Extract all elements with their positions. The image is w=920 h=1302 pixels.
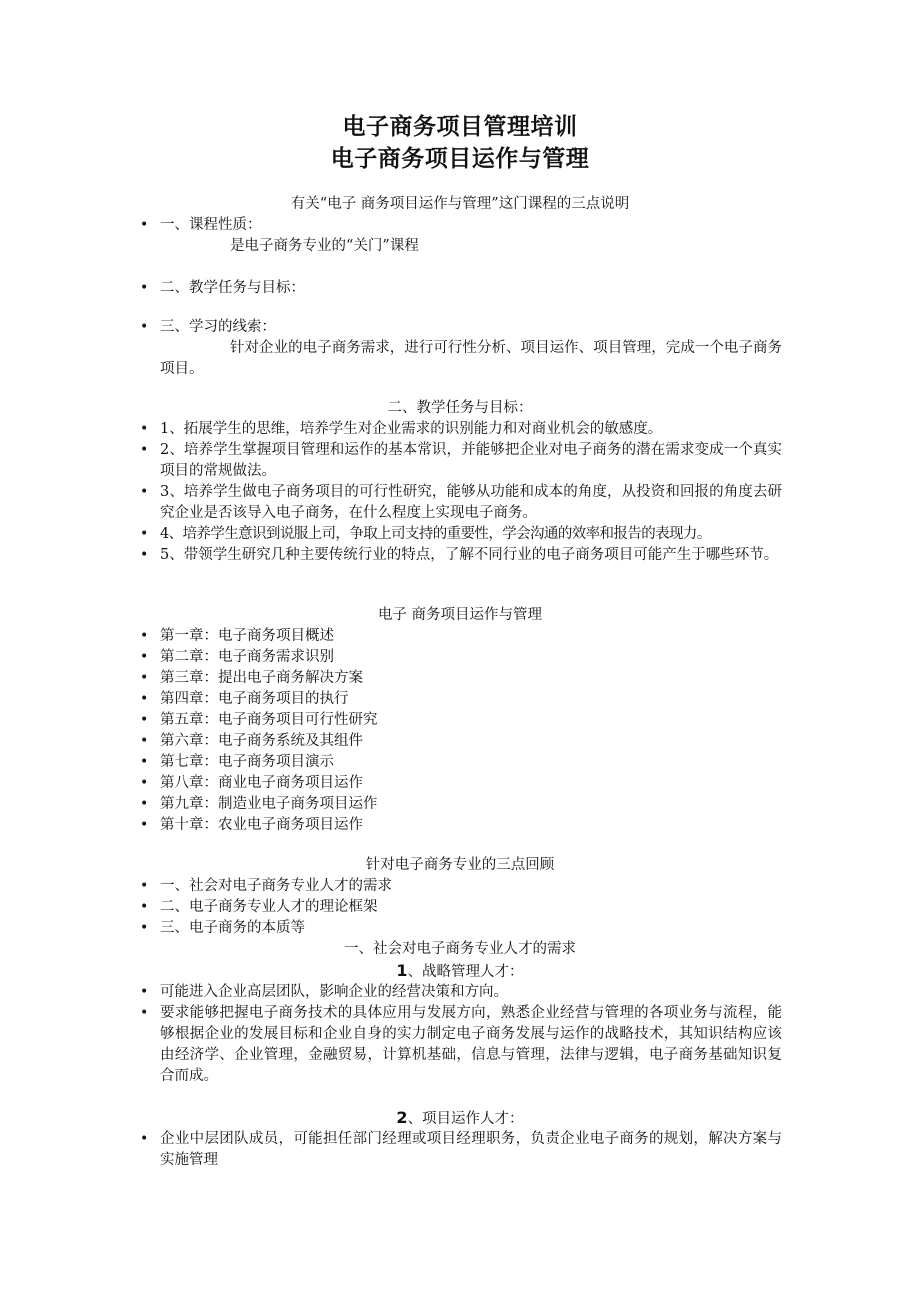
goal-item-4	[140, 524, 782, 545]
bullet-icon: •	[140, 628, 149, 644]
demand-item-text: 企业中层团队成员，可能担任部门经理或项目经理职务，负责企业电子商务的规划，解决方案与实施管理	[160, 1131, 782, 1168]
goal-item-2	[140, 440, 782, 482]
intro-item-label: 三、学习的线索：	[160, 319, 276, 335]
bullet-icon: •	[140, 1131, 149, 1147]
goal-item-text: 3、培养学生做电子商务项目的可行性研究，能够从功能和成本的角度，从投资和回报的角度去研究企业是否该导入电子商务，在什么程度上实现电子商务。	[160, 484, 782, 521]
bullet-icon: •	[140, 526, 149, 542]
bullet-icon: •	[140, 484, 149, 500]
chapter-item-1	[140, 626, 782, 647]
chapter-item-7	[140, 752, 782, 773]
chapter-item-3	[140, 668, 782, 689]
review-item-text: 三、电子商务的本质等	[160, 920, 305, 936]
document-title-line-2: 电子商务项目运作与管理	[330, 146, 590, 172]
goal-item-text: 2、培养学生掌握项目管理和运作的基本常识，并能够把企业对电子商务的潜在需求变成一个真实项目的常规做法。	[160, 442, 782, 479]
section-number: 2	[396, 1108, 408, 1127]
bullet-icon: •	[140, 421, 149, 437]
review-item-2	[140, 897, 782, 918]
chapter-item-text: 第五章：电子商务项目可行性研究	[160, 712, 378, 728]
chapters-heading: 电子 商务项目运作与管理	[377, 607, 543, 623]
bullet-icon: •	[140, 217, 149, 233]
demand-section-1-heading	[140, 960, 780, 983]
chapter-item-9	[140, 794, 782, 815]
chapter-item-text: 第九章：制造业电子商务项目运作	[160, 796, 378, 812]
intro-item-1	[140, 215, 782, 236]
bullet-icon: •	[140, 817, 149, 833]
goal-item-text: 5、带领学生研究几种主要传统行业的特点，了解不同行业的电子商务项目可能产生于哪些环节。	[160, 547, 779, 563]
chapter-item-text: 第十章：农业电子商务项目运作	[160, 817, 363, 833]
section-title: 、项目运作人才：	[407, 1111, 524, 1127]
intro-item-label: 二、教学任务与目标：	[160, 280, 305, 296]
bullet-icon: •	[140, 984, 149, 1000]
bullet-icon: •	[140, 733, 149, 749]
goal-item-text: 1、拓展学生的思维，培养学生对企业需求的识别能力和对商业机会的敏感度。	[160, 421, 663, 437]
intro-item-1-detail: 是电子商务专业的“关门”课程	[230, 238, 419, 254]
chapter-item-4	[140, 689, 782, 710]
chapter-item-text: 第二章：电子商务需求识别	[160, 649, 334, 665]
bullet-icon: •	[140, 691, 149, 707]
section-title: 、战略管理人才：	[407, 964, 524, 980]
bullet-icon: •	[140, 878, 149, 894]
chapter-item-6	[140, 731, 782, 752]
bullet-icon: •	[140, 547, 149, 563]
goals-heading: 二、教学任务与目标：	[387, 400, 533, 416]
chapter-item-text: 第六章：电子商务系统及其组件	[160, 733, 363, 749]
bullet-icon: •	[140, 920, 149, 936]
chapter-item-5	[140, 710, 782, 731]
intro-item-3-detail: 针对企业的电子商务需求，进行可行性分析、项目运作、项目管理，完成一个电子商务项目。	[160, 340, 782, 377]
intro-item-2	[140, 278, 782, 299]
review-item-text: 二、电子商务专业人才的理论框架	[160, 899, 378, 915]
chapter-item-text: 第七章：电子商务项目演示	[160, 754, 334, 770]
chapter-item-text: 第四章：电子商务项目的执行	[160, 691, 349, 707]
document-title-line-1: 电子商务项目管理培训	[342, 114, 578, 140]
demand-2-item-1	[140, 1129, 782, 1171]
intro-item-label: 一、课程性质：	[160, 217, 262, 233]
bullet-icon: •	[140, 280, 149, 296]
bullet-icon: •	[140, 670, 149, 686]
bullet-icon: •	[140, 1005, 149, 1021]
demand-item-text: 要求能够把握电子商务技术的具体应用与发展方向，熟悉企业经营与管理的各项业务与流程，能够根据企业的发展目标和企业自身的实力制定电子商务发展与运作的战略技术，其知识结构应该由经济学、企业管理，金融贸易，计算机基础，信息与管理，法律与逻辑，电子商务基础知识复合而成。	[160, 1005, 782, 1084]
goal-item-5	[140, 545, 782, 566]
review-item-3	[140, 918, 782, 939]
intro-heading: 有关“电子 商务项目运作与管理”这门课程的三点说明	[290, 196, 630, 212]
goal-item-3	[140, 482, 782, 524]
bullet-icon: •	[140, 442, 149, 458]
demand-section-2-heading	[140, 1107, 780, 1130]
chapter-item-text: 第一章：电子商务项目概述	[160, 628, 334, 644]
chapter-item-2	[140, 647, 782, 668]
bullet-icon: •	[140, 712, 149, 728]
review-item-text: 一、社会对电子商务专业人才的需求	[160, 878, 392, 894]
section-number: 1	[396, 961, 408, 980]
bullet-icon: •	[140, 319, 149, 335]
chapter-item-8	[140, 773, 782, 794]
bullet-icon: •	[140, 796, 149, 812]
review-item-1	[140, 876, 782, 897]
chapter-item-text: 第八章：商业电子商务项目运作	[160, 775, 363, 791]
bullet-icon: •	[140, 899, 149, 915]
bullet-icon: •	[140, 649, 149, 665]
intro-item-3	[140, 317, 782, 338]
demand-heading: 一、社会对电子商务专业人才的需求	[344, 941, 576, 957]
bullet-icon: •	[140, 775, 149, 791]
chapter-item-10	[140, 815, 782, 836]
goal-item-1	[140, 419, 782, 440]
demand-item-text: 可能进入企业高层团队，影响企业的经营决策和方向。	[160, 984, 508, 1000]
bullet-icon: •	[140, 754, 149, 770]
demand-1-item-2	[140, 1003, 782, 1087]
review-heading: 针对电子商务专业的三点回顾	[365, 857, 555, 873]
demand-1-item-1	[140, 982, 782, 1003]
chapter-item-text: 第三章：提出电子商务解决方案	[160, 670, 363, 686]
goal-item-text: 4、培养学生意识到说服上司，争取上司支持的重要性，学会沟通的效率和报告的表现力。	[160, 526, 711, 542]
